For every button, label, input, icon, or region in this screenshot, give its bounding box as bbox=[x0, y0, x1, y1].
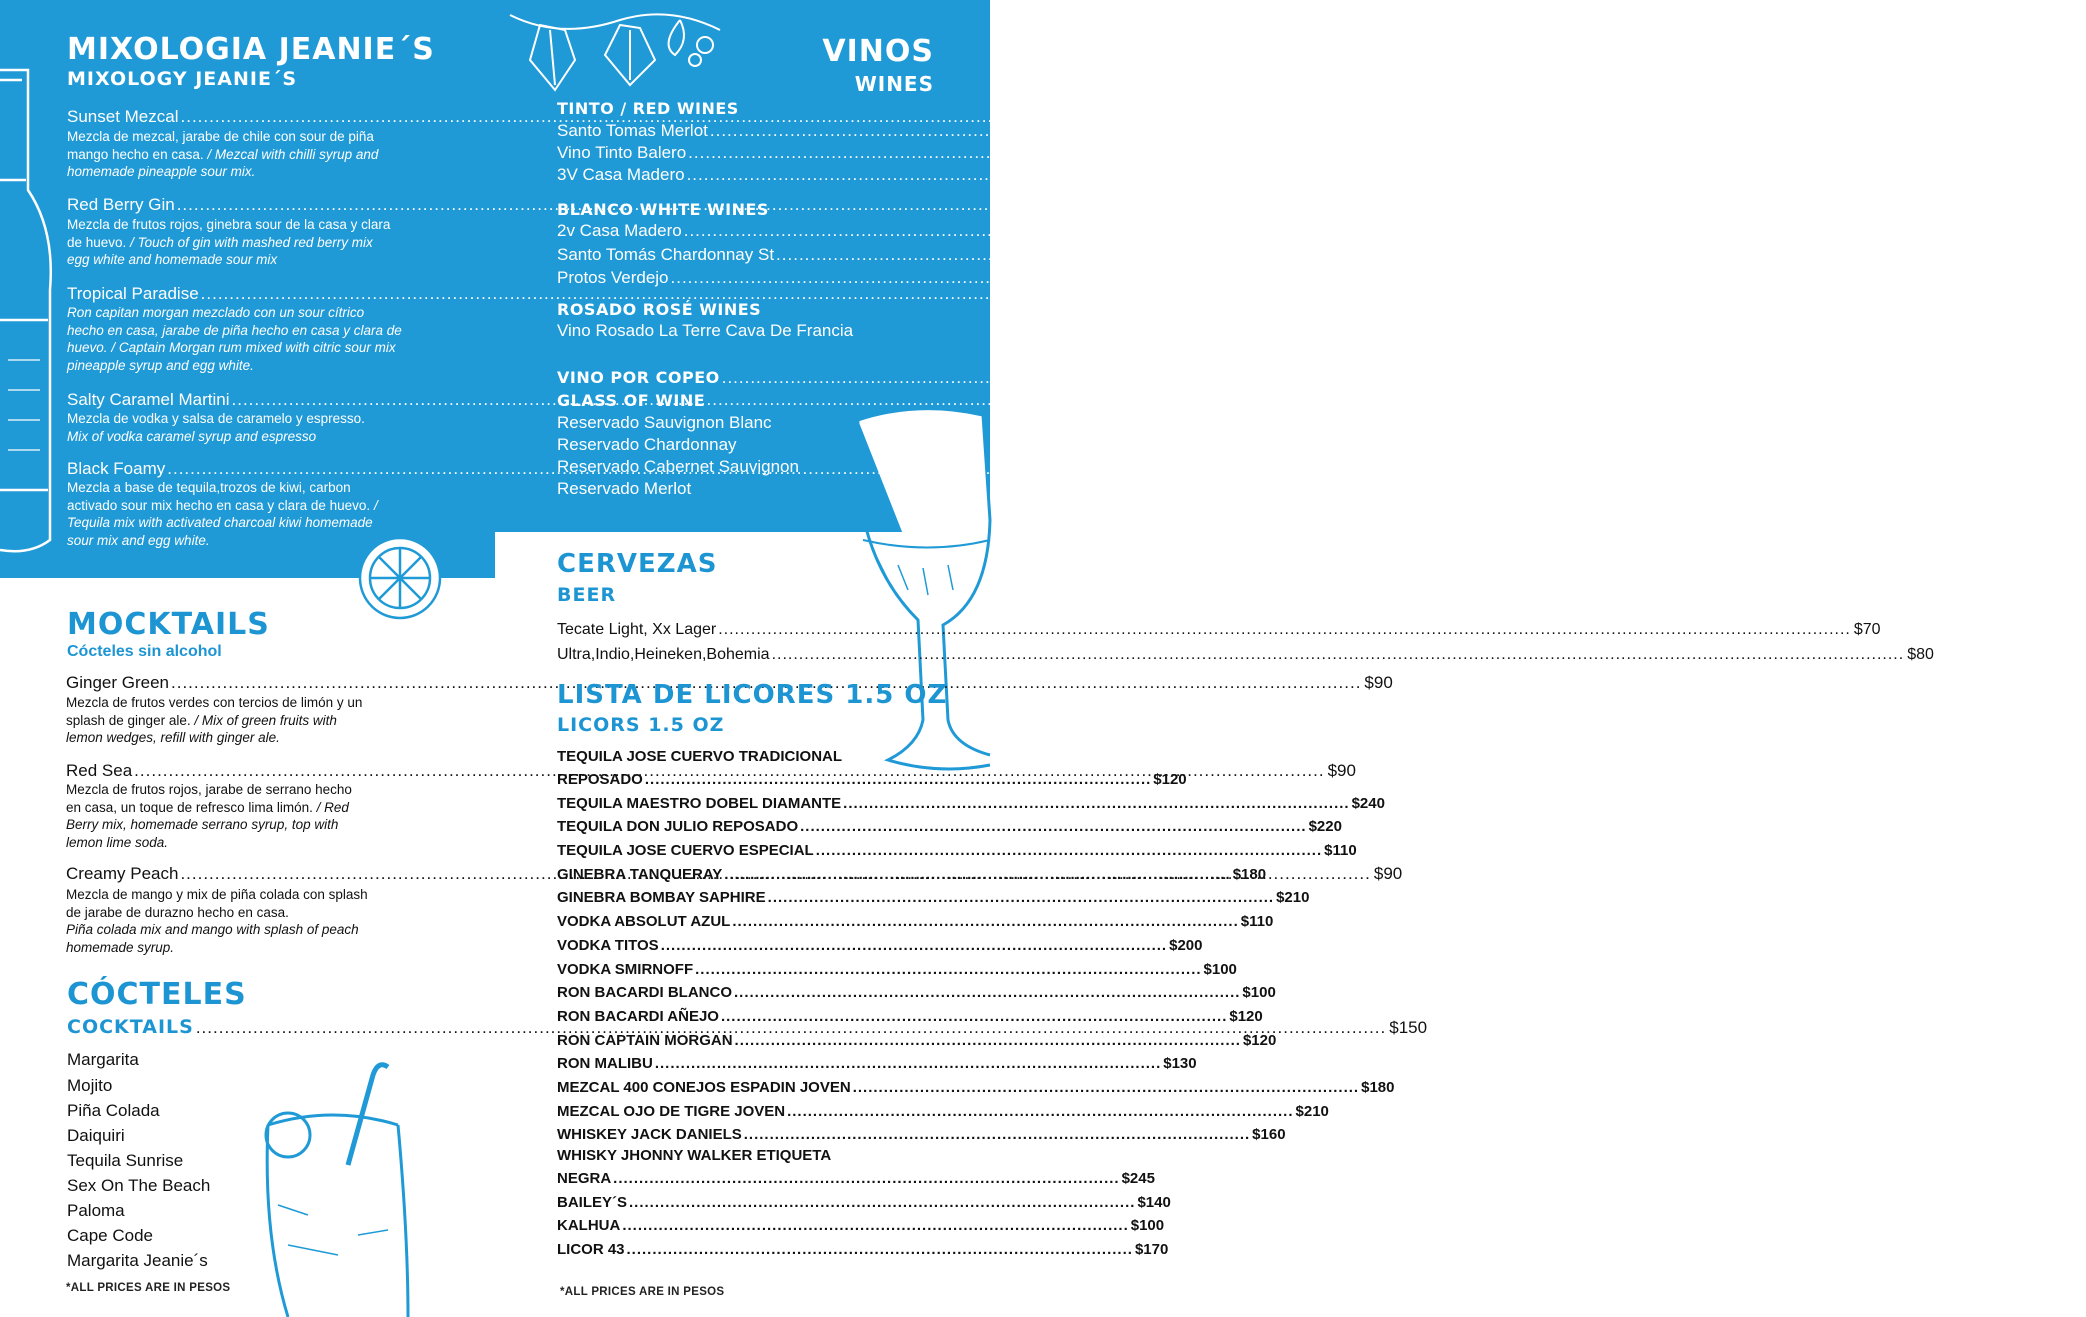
red-wines-heading: TINTO / RED WINES bbox=[557, 99, 739, 118]
mocktails-title: MOCKTAILS bbox=[67, 607, 270, 642]
liquor-item bbox=[557, 863, 1267, 887]
item-price: $100 bbox=[1242, 984, 1276, 1002]
item-description bbox=[67, 410, 397, 445]
item-price: $240 bbox=[1351, 794, 1385, 812]
wine-item bbox=[557, 268, 1902, 288]
item-name: Black Foamy bbox=[67, 459, 166, 478]
item-price: $80 bbox=[1907, 646, 1934, 663]
item-price: $200 bbox=[1169, 936, 1203, 954]
desc-en: / Touch of gin with mashed red berry mix egg white and homemade sour mix bbox=[67, 234, 373, 267]
liquor-item bbox=[557, 1005, 1263, 1029]
dot-leader: .................................................................................................. bbox=[787, 1102, 1294, 1120]
item-price: $170 bbox=[1134, 1241, 1169, 1259]
glass-wine-item: Reservado Cabernet Sauvignon bbox=[557, 457, 799, 476]
cocktails-price: $150 bbox=[1389, 1018, 1428, 1037]
wine-item bbox=[557, 245, 2008, 265]
item-price: $990 bbox=[1880, 165, 1918, 184]
item-name: MEZCAL OJO DE TIGRE JOVEN bbox=[557, 1102, 786, 1120]
liquor-item bbox=[557, 768, 1187, 792]
item-price: $160 bbox=[1252, 1126, 1286, 1144]
item-price: $245 bbox=[1121, 1170, 1155, 1187]
wine-item bbox=[557, 143, 1920, 163]
item-name: Creamy Peach bbox=[66, 864, 179, 883]
item-price: $180 bbox=[1361, 1078, 1395, 1096]
item-price: $880 bbox=[1881, 143, 1920, 162]
grape-leaves-icon bbox=[500, 0, 730, 95]
mixology-subtitle: MIXOLOGY JEANIE´S bbox=[67, 68, 298, 90]
glass-wine-item: Reservado Chardonnay bbox=[557, 435, 737, 454]
liquor-whisky-line: WHISKY JHONNY WALKER ETIQUETA bbox=[557, 1147, 832, 1164]
item-name: 3V Casa Madero bbox=[557, 165, 685, 184]
item-price: $180 bbox=[1394, 284, 1432, 303]
item-name: Ultra,Indio,Heineken,Bohemia bbox=[557, 646, 770, 663]
dot-leader bbox=[722, 368, 1912, 388]
wine-item bbox=[557, 121, 1942, 141]
beer-title: CERVEZAS bbox=[557, 549, 718, 579]
cocktails-title: CÓCTELES bbox=[67, 977, 247, 1012]
desc-es: Mezcla de mezcal, jarabe de chile con sour de piña mango hecho en casa. bbox=[67, 129, 374, 162]
cocktail-item: Tequila Sunrise bbox=[67, 1151, 184, 1170]
item-name: Tecate Light, Xx Lager bbox=[557, 621, 717, 638]
item-name: VODKA SMIRNOFF bbox=[557, 960, 694, 978]
item-name: KALHUA bbox=[557, 1217, 621, 1235]
mixology-title: MIXOLOGIA JEANIE´S bbox=[67, 32, 435, 67]
item-price: $90 bbox=[1364, 673, 1393, 692]
item-price: $220 bbox=[1308, 818, 1342, 836]
dot-leader: .................................................................................................. bbox=[767, 889, 1275, 907]
menu-item bbox=[67, 284, 1432, 304]
item-price: $550 bbox=[2048, 321, 2086, 340]
rose-wines-heading: ROSADO ROSÉ WINES bbox=[557, 300, 762, 319]
desc-es: Ron capitan morgan mezclado con un sour cítrico hecho en casa, jarabe de piña hecho en casa y clara de huevo. bbox=[67, 305, 402, 355]
beer-item bbox=[557, 621, 1881, 639]
desc-es: Mezcla a base de tequila,trozos de kiwi, carbon activado sour mix hecho en casa y clara de huevo. bbox=[67, 480, 371, 513]
item-description bbox=[66, 886, 376, 956]
dot-leader: .................................................................................................. bbox=[732, 913, 1239, 931]
item-name: Santo Tomás Chardonnay St bbox=[557, 245, 775, 264]
item-price: $110 bbox=[1324, 842, 1357, 860]
item-name: RON CAPTAIN MORGAN bbox=[557, 1031, 733, 1049]
item-price: $140 bbox=[1137, 1193, 1171, 1211]
item-price: $180 bbox=[1370, 195, 1408, 214]
item-name: RON MALIBU bbox=[557, 1055, 653, 1073]
glass-wine-item: Reservado Merlot bbox=[557, 479, 692, 498]
item-price: $550 bbox=[1903, 121, 1942, 140]
item-description bbox=[67, 128, 387, 181]
cocktail-item: Piña Colada bbox=[67, 1101, 160, 1120]
glass-wine-item: Reservado Sauvignon Blanc bbox=[557, 413, 772, 432]
liquor-item bbox=[557, 792, 1385, 816]
beer-item bbox=[557, 646, 1934, 664]
cocktails-subtitle: COCKTAILS bbox=[67, 1016, 194, 1038]
liquor-item bbox=[557, 839, 1357, 863]
dot-leader: .................................................................................................. bbox=[695, 960, 1202, 978]
item-name: Santo Tomas Merlot bbox=[557, 121, 708, 140]
item-name: RON BACARDI BLANCO bbox=[557, 984, 732, 1002]
footnote-left: *ALL PRICES ARE IN PESOS bbox=[66, 1282, 231, 1294]
dot-leader: .................................................................................................. bbox=[644, 771, 1152, 788]
desc-es: Mezcla de frutos rojos, ginebra sour de la casa y clara de huevo. bbox=[67, 217, 391, 250]
dot-leader: .................................................................................................. bbox=[734, 1031, 1241, 1049]
item-price: $180 bbox=[1360, 459, 1399, 478]
mocktails-subtitle: Cócteles sin alcohol bbox=[67, 643, 222, 660]
wine-item bbox=[557, 221, 1915, 241]
item-price: $745 bbox=[1863, 268, 1902, 287]
dot-leader: .................................................................................................. bbox=[724, 865, 1231, 883]
item-description bbox=[67, 479, 387, 549]
item-price: $90 bbox=[1327, 761, 1356, 780]
item-name: TEQUILA DON JULIO REPOSADO bbox=[557, 818, 799, 836]
wines-subtitle: WINES bbox=[854, 72, 934, 96]
liquor-item bbox=[557, 1214, 1165, 1238]
item-name: VODKA TITOS bbox=[557, 936, 659, 954]
liquor-item bbox=[557, 1167, 1155, 1191]
liquor-item bbox=[557, 958, 1237, 982]
dot-leader: .................................................................................................. bbox=[843, 794, 1350, 812]
cocktail-item: Paloma bbox=[67, 1201, 125, 1220]
glass-wine-row bbox=[557, 368, 1953, 388]
desc-es: Mezcla de vodka y salsa de caramelo y espresso. bbox=[67, 411, 365, 426]
item-name: VODKA ABSOLUT AZUL bbox=[557, 913, 731, 931]
item-name: Salty Caramel Martini bbox=[67, 390, 230, 409]
desc-en: / Captain Morgan rum mixed with citric sour mix pineapple syrup and egg white. bbox=[67, 340, 396, 373]
item-name: NEGRA bbox=[557, 1170, 612, 1187]
desc-en: / Mix of green fruits with lemon wedges, refill with ginger ale. bbox=[66, 712, 337, 745]
liquors-subtitle: LICORS 1.5 OZ bbox=[557, 714, 725, 736]
cocktail-glass-icon bbox=[248, 1055, 438, 1317]
item-name: Red Sea bbox=[66, 761, 133, 780]
item-name: Sunset Mezcal bbox=[67, 107, 179, 126]
dot-leader: .................................................................................................. bbox=[660, 936, 1168, 954]
cocktail-item: Sex On The Beach bbox=[67, 1176, 211, 1195]
item-price: $180 bbox=[1373, 107, 1412, 126]
item-price: $180 bbox=[1424, 390, 1463, 409]
liquor-first-line: TEQUILA JOSE CUERVO TRADICIONAL bbox=[557, 748, 843, 765]
item-name: MEZCAL 400 CONEJOS ESPADIN JOVEN bbox=[557, 1078, 851, 1096]
item-name: TEQUILA MAESTRO DOBEL DIAMANTE bbox=[557, 794, 842, 812]
desc-en: / Red Berry mix, homemade serrano syrup, top with lemon lime soda. bbox=[66, 799, 349, 850]
wines-title: VINOS bbox=[822, 34, 934, 69]
wine-item bbox=[557, 165, 1918, 185]
item-name: Tropical Paradise bbox=[67, 284, 199, 303]
liquor-item bbox=[557, 1191, 1171, 1215]
desc-en: / Tequila mix with activated charcoal kiwi homemade sour mix and egg white. bbox=[67, 497, 378, 548]
bottle-illustration-icon bbox=[0, 60, 60, 560]
item-name: BAILEY´S bbox=[557, 1193, 628, 1211]
item-price: $100 bbox=[1203, 960, 1237, 978]
liquor-item bbox=[557, 815, 1342, 839]
dot-leader: .................................................................................................. bbox=[734, 984, 1241, 1002]
item-name: Protos Verdejo bbox=[557, 268, 669, 287]
beer-subtitle: BEER bbox=[557, 584, 617, 606]
item-price: $120 bbox=[1229, 1007, 1263, 1025]
dot-leader bbox=[671, 268, 1861, 288]
liquor-item bbox=[557, 1238, 1169, 1262]
item-name: REPOSADO bbox=[557, 771, 643, 788]
item-name: GINEBRA BOMBAY SAPHIRE bbox=[557, 889, 766, 907]
item-price: $120 bbox=[1242, 1031, 1277, 1049]
item-price: $130 bbox=[1163, 1055, 1197, 1073]
wine-item bbox=[557, 321, 2086, 341]
dot-leader: .................................................................................................. bbox=[720, 1007, 1228, 1025]
dot-leader bbox=[232, 390, 1422, 410]
item-name: Red Berry Gin bbox=[67, 195, 175, 214]
dot-leader bbox=[684, 221, 1874, 241]
item-name: LICOR 43 bbox=[557, 1241, 625, 1259]
desc-es: Mezcla de frutos rojos, jarabe de serrano hecho en casa, un toque de refresco lima limón. bbox=[66, 782, 352, 815]
dot-leader: .................................................................................................. bbox=[815, 842, 1323, 860]
item-price: $70 bbox=[1853, 621, 1881, 638]
cocktail-item: Mojito bbox=[67, 1076, 113, 1095]
dot-leader bbox=[718, 621, 1851, 639]
item-description bbox=[67, 216, 397, 269]
dot-leader: .................................................................................................. bbox=[622, 1217, 1129, 1235]
item-price: $120 bbox=[1153, 771, 1187, 788]
item-price: $90 bbox=[1373, 864, 1403, 883]
cocktail-item: Margarita bbox=[67, 1050, 139, 1069]
desc-en: Piña colada mix and mango with splash of peach homemade syrup. bbox=[66, 922, 359, 955]
wine-glass-icon bbox=[848, 400, 990, 780]
item-price: $210 bbox=[1276, 889, 1310, 907]
item-description bbox=[66, 781, 366, 851]
cocktail-item: Cape Code bbox=[67, 1226, 154, 1245]
dot-leader bbox=[177, 195, 1367, 215]
item-price: $750 bbox=[1877, 221, 1915, 240]
cocktail-item: Daiquiri bbox=[67, 1126, 125, 1145]
item-price: $180 bbox=[1232, 865, 1267, 883]
item-name: RON BACARDI AÑEJO bbox=[557, 1007, 719, 1025]
desc-es: Mezcla de mango y mix de piña colada con splash de jarabe de durazno hecho en casa. bbox=[66, 887, 368, 920]
glass-wine-subheading: GLASS OF WINE bbox=[557, 391, 706, 410]
liquor-item bbox=[557, 1076, 1395, 1100]
liquor-item bbox=[557, 910, 1274, 934]
item-price: $550 bbox=[1969, 245, 2008, 264]
liquor-item bbox=[557, 934, 1203, 958]
glass-wine-price: $150 bbox=[1915, 368, 1953, 387]
white-wines-heading: BLANCO WHITE WINES bbox=[557, 200, 769, 219]
liquor-item bbox=[557, 1052, 1197, 1076]
item-price: $110 bbox=[1240, 913, 1274, 931]
item-name: Vino Tinto Balero bbox=[557, 143, 687, 162]
footnote-right: *ALL PRICES ARE IN PESOS bbox=[560, 1286, 725, 1298]
cocktail-item: Margarita Jeanie´s bbox=[67, 1251, 208, 1270]
item-name: Ginger Green bbox=[66, 673, 169, 692]
liquor-item bbox=[557, 1100, 1329, 1124]
liquor-item bbox=[557, 1123, 1286, 1147]
item-name: WHISKEY JACK DANIELS bbox=[557, 1126, 742, 1144]
dot-leader bbox=[687, 165, 1877, 185]
dot-leader: .................................................................................................. bbox=[654, 1055, 1162, 1073]
dot-leader: .................................................................................................. bbox=[626, 1241, 1133, 1259]
menu-item bbox=[66, 673, 1393, 693]
desc-en: Mix of vodka caramel syrup and espresso bbox=[67, 428, 317, 444]
liquor-item bbox=[557, 886, 1310, 910]
item-description bbox=[66, 694, 376, 747]
item-description bbox=[67, 304, 402, 374]
liquor-item bbox=[557, 1029, 1277, 1053]
dot-leader bbox=[776, 245, 1966, 265]
dot-leader: .................................................................................................. bbox=[629, 1193, 1136, 1211]
dot-leader: .................................................................................................. bbox=[800, 818, 1307, 836]
desc-es: Mezcla de frutos verdes con tercios de limón y un splash de ginger ale. bbox=[66, 695, 363, 728]
item-name: TEQUILA JOSE CUERVO ESPECIAL bbox=[557, 842, 814, 860]
item-name: GINEBRA TANQUERAY bbox=[557, 865, 723, 883]
item-price: $100 bbox=[1130, 1217, 1165, 1235]
dot-leader bbox=[688, 143, 1878, 163]
item-name: Vino Rosado La Terre Cava De Francia bbox=[557, 321, 854, 340]
dot-leader: .................................................................................................. bbox=[743, 1126, 1251, 1144]
desc-en: / Mezcal with chilli syrup and homemade pineapple sour mix. bbox=[67, 146, 379, 179]
liquor-item bbox=[557, 981, 1276, 1005]
glass-wine-heading: VINO POR COPEO bbox=[557, 368, 720, 387]
dot-leader bbox=[710, 121, 1900, 141]
item-name: 2v Casa Madero bbox=[557, 221, 682, 240]
dot-leader bbox=[772, 646, 1905, 664]
dot-leader: .................................................................................................. bbox=[613, 1170, 1120, 1187]
liquors-title: LISTA DE LICORES 1.5 OZ bbox=[557, 680, 948, 710]
liquor-rows bbox=[557, 1167, 1171, 1262]
dot-leader: .................................................................................................. bbox=[852, 1078, 1360, 1096]
item-price: $210 bbox=[1295, 1102, 1329, 1120]
